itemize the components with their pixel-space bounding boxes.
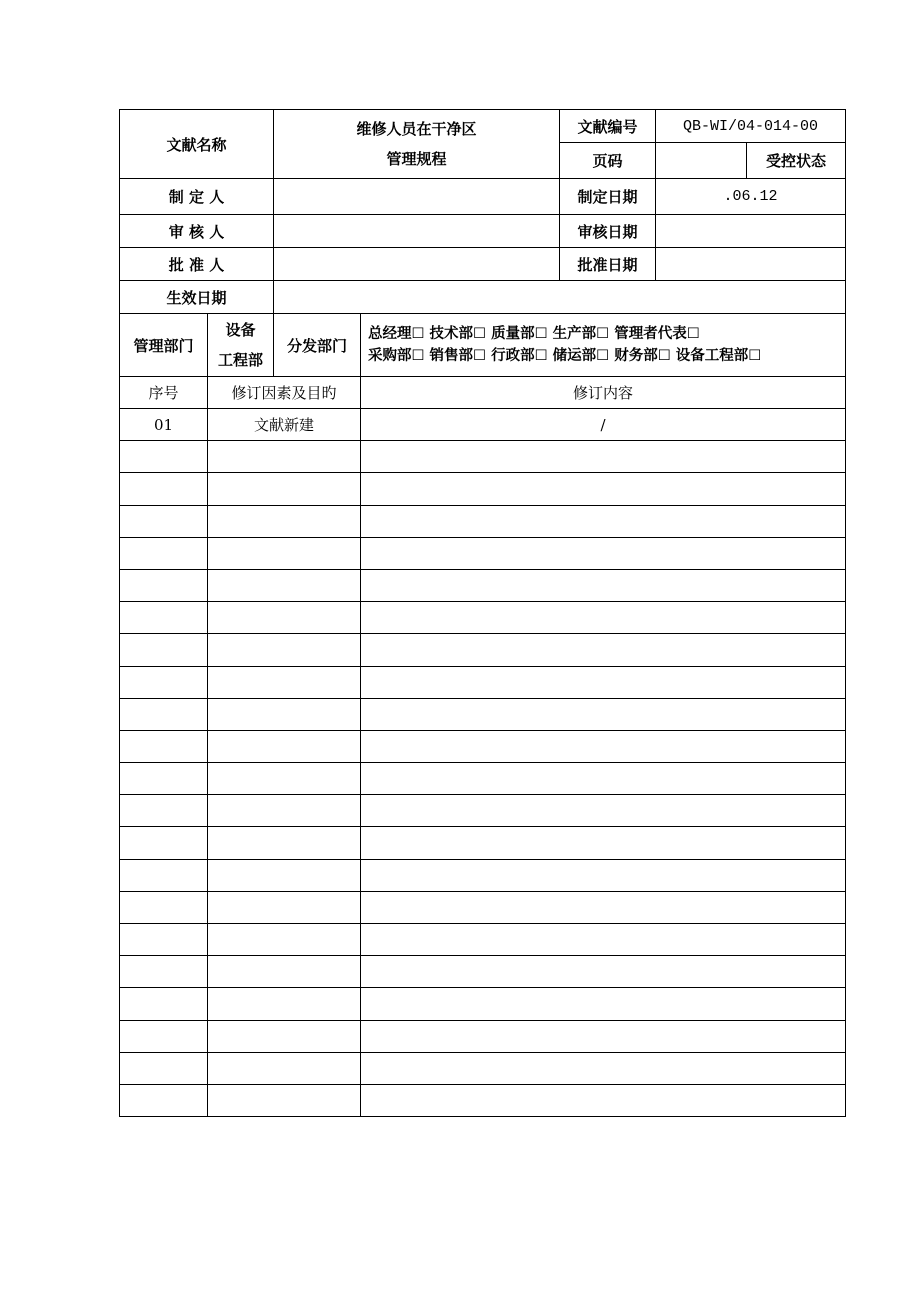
revision-content xyxy=(361,473,846,505)
revision-reason xyxy=(208,602,361,634)
effective-date-label: 生效日期 xyxy=(120,281,274,314)
revision-reason xyxy=(208,891,361,923)
revision-reason xyxy=(208,1084,361,1116)
revision-no xyxy=(120,956,208,988)
revision-content xyxy=(361,1084,846,1116)
revision-row xyxy=(120,409,846,441)
revision-row xyxy=(120,505,846,537)
revision-no xyxy=(120,795,208,827)
control-status-label: 受控状态 xyxy=(747,143,846,179)
revision-no xyxy=(120,441,208,473)
dist-dept-line2: 采购部☐ 销售部☐ 行政部☐ 储运部☐ 财务部☐ 设备工程部☐ xyxy=(368,348,762,364)
draft-date-label: 制定日期 xyxy=(560,179,656,215)
revision-content xyxy=(361,730,846,762)
revision-content xyxy=(361,891,846,923)
revision-no xyxy=(120,473,208,505)
approver-value xyxy=(274,248,560,281)
revision-row xyxy=(120,956,846,988)
revision-row xyxy=(120,1052,846,1084)
approve-date-label: 批准日期 xyxy=(560,248,656,281)
revision-content xyxy=(361,988,846,1020)
revision-reason xyxy=(208,924,361,956)
revision-reason xyxy=(208,827,361,859)
revision-row xyxy=(120,537,846,569)
revision-row xyxy=(120,763,846,795)
revision-content xyxy=(361,795,846,827)
revision-reason xyxy=(208,569,361,601)
revision-row xyxy=(120,1084,846,1116)
revision-no xyxy=(120,1084,208,1116)
revision-no xyxy=(120,505,208,537)
revision-content xyxy=(361,634,846,666)
doc-no-value: QB-WI/04-014-00 xyxy=(656,110,846,143)
revision-row xyxy=(120,924,846,956)
revision-content xyxy=(361,1052,846,1084)
document-control-table xyxy=(119,109,846,1117)
revision-no xyxy=(120,569,208,601)
page-value xyxy=(656,143,747,179)
effective-date-value xyxy=(274,281,846,314)
mgmt-dept-line2: 工程部 xyxy=(218,351,264,369)
mgmt-dept-value xyxy=(208,314,274,377)
dist-dept-line1: 总经理☐ 技术部☐ 质量部☐ 生产部☐ 管理者代表☐ xyxy=(368,326,700,342)
revision-content xyxy=(361,537,846,569)
draft-date-value: .06.12 xyxy=(656,179,846,215)
revision-reason xyxy=(208,1020,361,1052)
revision-row xyxy=(120,827,846,859)
revision-no xyxy=(120,827,208,859)
revision-no xyxy=(120,988,208,1020)
revision-content xyxy=(361,763,846,795)
col-header-reason: 修订因素及目旳 xyxy=(208,377,361,409)
revision-reason xyxy=(208,859,361,891)
reviewer-value xyxy=(274,215,560,248)
revision-no xyxy=(120,537,208,569)
revision-row xyxy=(120,666,846,698)
revision-content xyxy=(361,441,846,473)
revision-content xyxy=(361,859,846,891)
revision-no: 01 xyxy=(120,409,208,441)
drafter-label: 制 定 人 xyxy=(120,179,274,215)
doc-name-label: 文献名称 xyxy=(120,110,274,179)
revision-row xyxy=(120,891,846,923)
revision-reason xyxy=(208,763,361,795)
revision-no xyxy=(120,1020,208,1052)
revision-reason xyxy=(208,1052,361,1084)
drafter-value xyxy=(274,179,560,215)
revision-content xyxy=(361,698,846,730)
revision-content: / xyxy=(361,409,846,441)
revision-no xyxy=(120,1052,208,1084)
revision-reason xyxy=(208,956,361,988)
revision-no xyxy=(120,602,208,634)
mgmt-dept-label: 管理部门 xyxy=(120,314,208,377)
mgmt-dept-line1: 设备 xyxy=(225,321,256,339)
revision-content xyxy=(361,956,846,988)
page-label: 页码 xyxy=(560,143,656,179)
revision-row xyxy=(120,988,846,1020)
revision-no xyxy=(120,763,208,795)
revision-reason: 文献新建 xyxy=(208,409,361,441)
revision-row xyxy=(120,698,846,730)
revision-reason xyxy=(208,698,361,730)
revision-row xyxy=(120,473,846,505)
approver-label: 批 准 人 xyxy=(120,248,274,281)
review-date-label: 审核日期 xyxy=(560,215,656,248)
revision-content xyxy=(361,827,846,859)
revision-content xyxy=(361,1020,846,1052)
revision-content xyxy=(361,924,846,956)
dist-dept-options xyxy=(361,314,846,377)
doc-no-label: 文献编号 xyxy=(560,110,656,143)
revision-row xyxy=(120,441,846,473)
col-header-content: 修订内容 xyxy=(361,377,846,409)
revision-reason xyxy=(208,441,361,473)
revision-no xyxy=(120,730,208,762)
revision-no xyxy=(120,891,208,923)
revision-row xyxy=(120,569,846,601)
revision-content xyxy=(361,602,846,634)
revision-content xyxy=(361,666,846,698)
revision-no xyxy=(120,924,208,956)
revision-row xyxy=(120,1020,846,1052)
revision-no xyxy=(120,698,208,730)
approve-date-value xyxy=(656,248,846,281)
reviewer-label: 审 核 人 xyxy=(120,215,274,248)
revision-row xyxy=(120,602,846,634)
revision-reason xyxy=(208,473,361,505)
revision-reason xyxy=(208,730,361,762)
revision-no xyxy=(120,859,208,891)
doc-name-line2: 管理规程 xyxy=(386,150,447,168)
revision-no xyxy=(120,666,208,698)
revision-reason xyxy=(208,795,361,827)
revision-row xyxy=(120,730,846,762)
revision-content xyxy=(361,505,846,537)
dist-dept-label: 分发部门 xyxy=(274,314,361,377)
review-date-value xyxy=(656,215,846,248)
revision-content xyxy=(361,569,846,601)
revision-reason xyxy=(208,537,361,569)
revision-row xyxy=(120,859,846,891)
revision-reason xyxy=(208,634,361,666)
revision-row xyxy=(120,795,846,827)
revision-reason xyxy=(208,666,361,698)
revision-reason xyxy=(208,505,361,537)
revision-no xyxy=(120,634,208,666)
col-header-no: 序号 xyxy=(120,377,208,409)
revision-row xyxy=(120,634,846,666)
revision-reason xyxy=(208,988,361,1020)
doc-name-value xyxy=(274,110,560,179)
doc-name-line1: 维修人员在干净区 xyxy=(356,120,477,138)
